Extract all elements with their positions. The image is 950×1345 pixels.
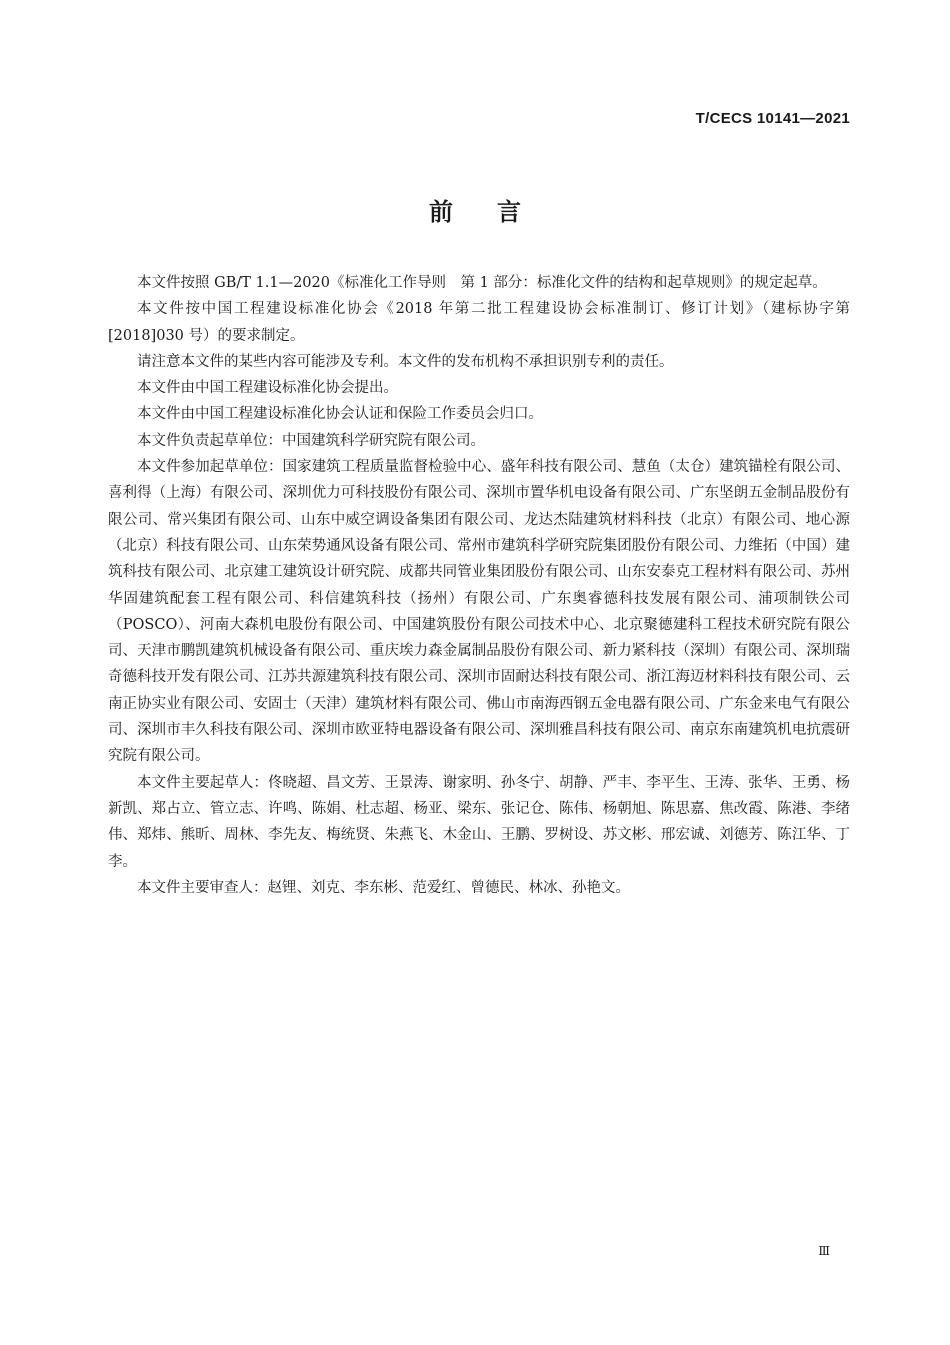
paragraph-drafting-rules: 本文件按照 GB/T 1.1—2020《标准化工作导则 第 1 部分：标准化文件的结构和起草规则》的规定起草。: [137, 275, 827, 291]
page-title: 前言: [429, 198, 565, 226]
paragraph-participating-units: 本文件参加起草单位：国家建筑工程质量监督检验中心、盛年科技有限公司、慧鱼（太仓）建筑锚栓有限公司、喜利得（上海）有限公司、深圳优力可科技股份有限公司、深圳市置华机电设备有限公司、广东坚朗五金制品股份有限公司、常兴集团有限公司、山东中威空调设备集团有限公司、龙达杰陆建筑材料科技（北京）有限公司、地心源（北京）科技有限公司、山东荣势通风设备有限公司、常州市建筑科学研究院集团股份有限公司、力维拓（中国）建筑科技有限公司、北京建工建筑设计研究院、成都共同管业集团股份有限公司、山东安泰克工程材料有限公司、苏州华固建筑配套工程有限公司、科信建筑科技（扬州）有限公司、广东奥睿德科技发展有限公司、浦项制铁公司（POSCO）、河南大森机电股份有限公司、中国建筑股份有限公司技术中心、北京聚德建科工程技术研究院有限公司、天津市鹏凯建筑机械设备有限公司、重庆埃力森金属制品股份有限公司、新力紧科技（深圳）有限公司、深圳瑞奇德科技开发有限公司、江苏共源建筑科技有限公司、深圳市固耐达科技有限公司、浙江海迈材料科技有限公司、云南正协实业有限公司、安固士（天津）建筑材料有限公司、佛山市南海西钢五金电器有限公司、广东金来电气有限公司、深圳市丰久科技有限公司、深圳市欧亚特电器设备有限公司、深圳雅昌科技有限公司、南京东南建筑机电抗震研究院有限公司。: [108, 459, 850, 765]
paragraph-proposer: 本文件由中国工程建设标准化协会提出。: [137, 380, 398, 397]
paragraph-administrator: 本文件由中国工程建设标准化协会认证和保险工作委员会归口。: [137, 406, 543, 423]
paragraph-patent-notice: 请注意本文件的某些内容可能涉及专利。本文件的发布机构不承担识别专利的责任。: [137, 353, 674, 370]
page-number: Ⅲ: [818, 1244, 830, 1258]
paragraph-main-drafters: 本文件主要起草人：佟晓超、昌文芳、王景涛、谢家明、孙冬宁、胡静、严丰、李平生、王涛、张华、王勇、杨新凯、郑占立、管立志、许鸣、陈娟、杜志超、杨亚、梁东、张记仓、陈伟、杨朝旭、陈思嘉、焦改霞、陈港、李绪伟、郑炜、熊昕、周林、李先友、梅统贤、朱燕飞、木金山、王鹏、罗树设、苏文彬、邢宏诚、刘德芳、陈江华、丁李。: [108, 774, 850, 870]
paragraph-plan-basis: 本文件按中国工程建设标准化协会《2018 年第二批工程建设协会标准制订、修订计划》（建标协字第[2018]030 号）的要求制定。: [108, 301, 850, 344]
paragraph-lead-drafting-unit: 本文件负责起草单位：中国建筑科学研究院有限公司。: [137, 432, 485, 449]
document-code: T/CECS 10141—2021: [695, 110, 850, 127]
paragraph-main-reviewers: 本文件主要审查人：赵锂、刘克、李东彬、范爱红、曾德民、林冰、孙艳文。: [137, 879, 630, 896]
foreword-body: [108, 270, 850, 901]
